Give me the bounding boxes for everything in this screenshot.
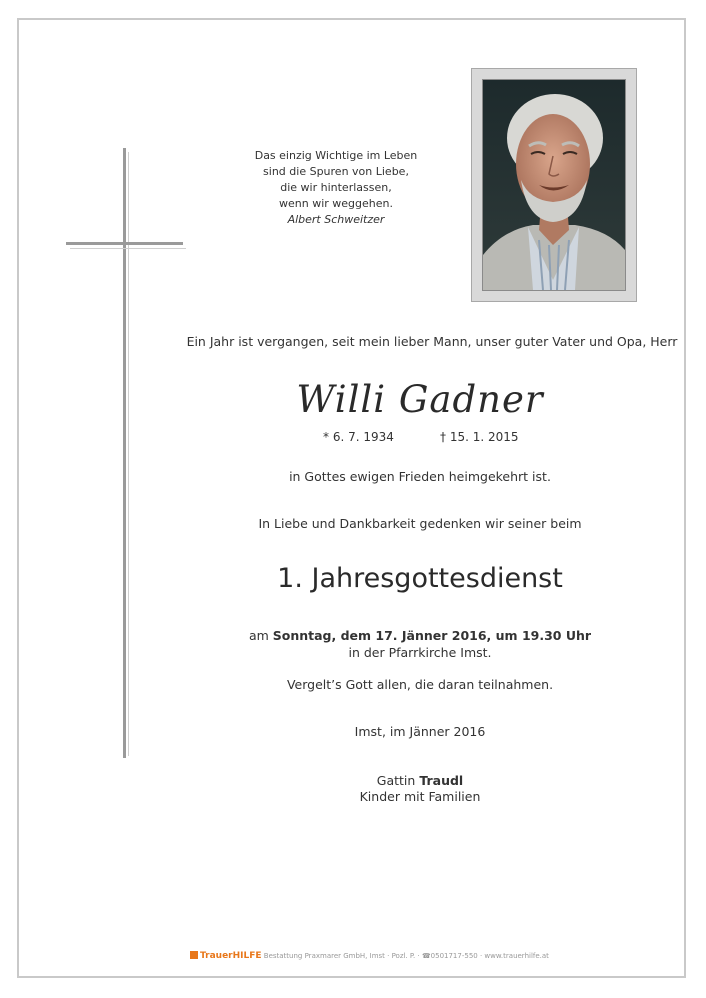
memorial-text: In Liebe und Dankbarkeit gedenken wir seiner beim <box>258 516 582 531</box>
spouse-label: Gattin <box>376 773 420 788</box>
intro-text: Ein Jahr ist vergangen, seit mein lieber Mann, unser guter Vater und Opa, Herr <box>186 334 678 349</box>
thanks-text: Vergelt’s Gott allen, die daran teilnahmen. <box>286 677 554 692</box>
quote-line: sind die Spuren von Liebe, <box>263 165 409 178</box>
service-prefix: am <box>248 628 273 643</box>
quote-block <box>220 148 452 228</box>
peace-text: in Gottes ewigen Frieden heimgekehrt ist. <box>289 469 551 484</box>
service-datetime-line <box>130 628 706 643</box>
spouse-name: Traudl <box>419 773 464 788</box>
quote-line: wenn wir weggehen. <box>279 197 393 210</box>
quote-line: Das einzig Wichtige im Leben <box>254 149 418 162</box>
portrait-photo <box>482 79 626 291</box>
footer <box>190 951 549 961</box>
deceased-name: Willi Gadner <box>296 378 544 421</box>
children-line: Kinder mit Familien <box>359 789 481 804</box>
service-datetime: Sonntag, dem 17. Jänner 2016, um 19.30 Uhr <box>272 628 592 643</box>
footer-logo: TrauerHILFE <box>200 951 262 961</box>
quote-author: Albert Schweitzer <box>287 213 385 226</box>
portrait-frame <box>471 68 637 302</box>
place-date: Imst, im Jänner 2016 <box>354 724 486 739</box>
birth-date: * 6. 7. 1934 <box>323 430 394 444</box>
spouse-line <box>130 773 706 788</box>
footer-text: Bestattung Praxmarer GmbH, Imst · Pozl. P. · ☎0501717-550 · www.trauerhilfe.at <box>263 952 549 960</box>
quote-line: die wir hinterlassen, <box>280 181 392 194</box>
service-title: 1. Jahresgottesdienst <box>277 563 563 594</box>
trauerhilfe-logo-icon <box>190 951 198 959</box>
service-location: in der Pfarrkirche Imst. <box>348 645 492 660</box>
death-date: † 15. 1. 2015 <box>440 430 519 444</box>
